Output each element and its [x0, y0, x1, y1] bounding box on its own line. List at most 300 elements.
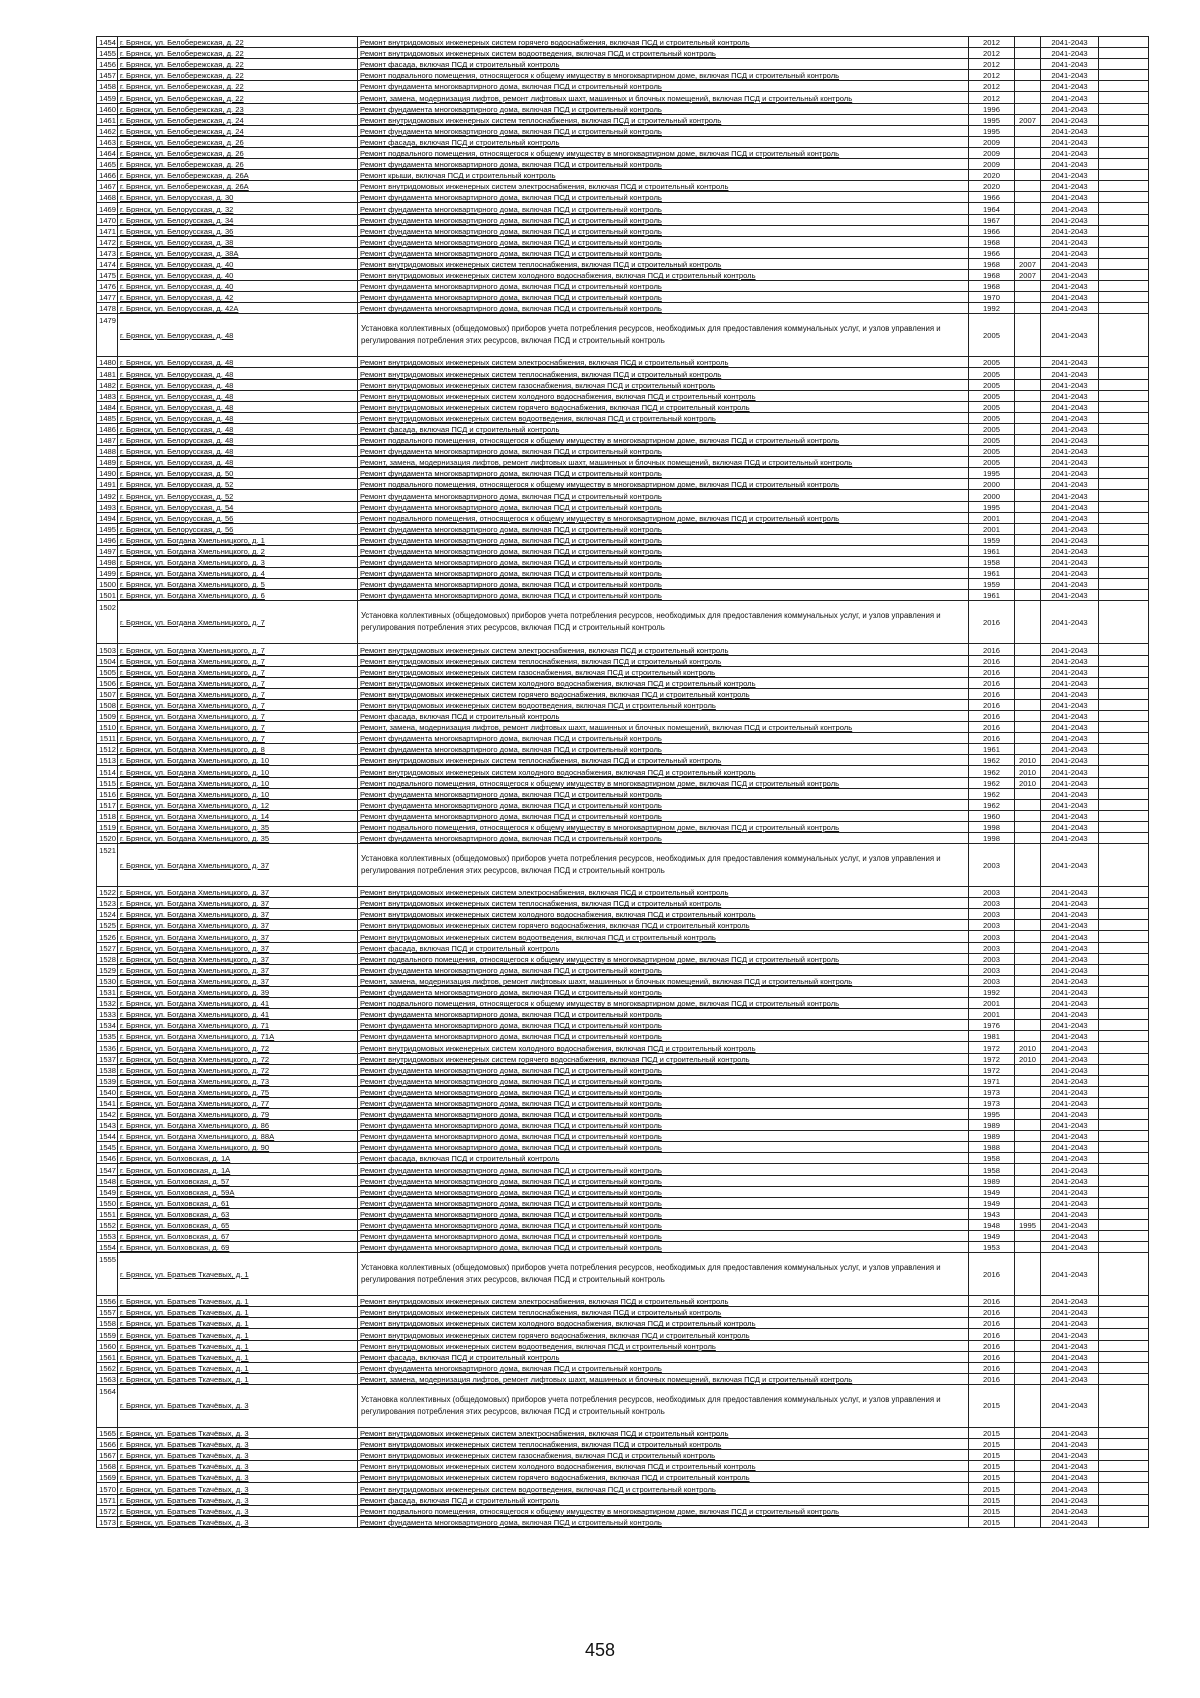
- planned-period-cell: 2041-2043: [1041, 601, 1099, 644]
- renovation-year-cell: [1015, 70, 1041, 81]
- work-type-cell: Ремонт внутридомовых инженерных систем холодного водоснабжения, включая ПСД и строительный контроль: [358, 766, 969, 777]
- work-type-cell: Ремонт внутридомовых инженерных систем электроснабжения, включая ПСД и строительный контроль: [358, 1427, 969, 1438]
- work-type-cell: Ремонт фундамента многоквартирного дома, включая ПСД и строительный контроль: [358, 192, 969, 203]
- table-row: [97, 699, 1149, 710]
- address-cell: г. Брянск, ул. Богдана Хмельницкого, д. 37: [118, 953, 358, 964]
- address-cell: г. Брянск, ул. Белорусская, д. 30: [118, 192, 358, 203]
- work-type-cell: Ремонт фундамента многоквартирного дома, включая ПСД и строительный контроль: [358, 1108, 969, 1119]
- table-row: [97, 545, 1149, 556]
- year-cell: 1968: [969, 258, 1015, 269]
- page-number: 458: [584, 1640, 616, 1660]
- address-cell: г. Брянск, ул. Белорусская, д. 32: [118, 203, 358, 214]
- year-cell: 2009: [969, 136, 1015, 147]
- address-cell: г. Брянск, ул. Белобережская, д. 22: [118, 59, 358, 70]
- address-cell: г. Брянск, ул. Братьев Ткачёвых, д. 3: [118, 1516, 358, 1527]
- table-row: [97, 435, 1149, 446]
- row-number: 1478: [97, 303, 118, 314]
- work-type-cell: Ремонт фасада, включая ПСД и строительный контроль: [358, 1494, 969, 1505]
- year-cell: 2003: [969, 909, 1015, 920]
- planned-period-cell: 2041-2043: [1041, 1461, 1099, 1472]
- work-type-cell: Ремонт внутридомовых инженерных систем электроснабжения, включая ПСД и строительный контроль: [358, 644, 969, 655]
- table-row: [97, 1064, 1149, 1075]
- year-cell: 2005: [969, 357, 1015, 368]
- work-type-cell: Ремонт фундамента многоквартирного дома, включая ПСД и строительный контроль: [358, 1231, 969, 1242]
- table-row: [97, 1053, 1149, 1064]
- year-cell: 1973: [969, 1086, 1015, 1097]
- row-number: 1527: [97, 942, 118, 953]
- address-cell: г. Брянск, ул. Братьев Ткачёвых, д. 3: [118, 1461, 358, 1472]
- table-row: [97, 909, 1149, 920]
- renovation-year-cell: [1015, 1208, 1041, 1219]
- table-row: [97, 1384, 1149, 1427]
- address-cell: г. Брянск, ул. Богдана Хмельницкого, д. 71А: [118, 1031, 358, 1042]
- table-row: [97, 1450, 1149, 1461]
- renovation-year-cell: 2010: [1015, 755, 1041, 766]
- table-row: [97, 1197, 1149, 1208]
- row-number: 1454: [97, 37, 118, 48]
- repair-program-table: [96, 36, 1149, 1528]
- address-cell: г. Брянск, ул. Богдана Хмельницкого, д. 7: [118, 601, 358, 644]
- row-number: 1526: [97, 931, 118, 942]
- table-row: [97, 942, 1149, 953]
- table-row: [97, 1242, 1149, 1253]
- planned-period-cell: 2041-2043: [1041, 1020, 1099, 1031]
- work-type-cell: Ремонт внутридомовых инженерных систем газоснабжения, включая ПСД и строительный контроль: [358, 1450, 969, 1461]
- table-row: [97, 1153, 1149, 1164]
- renovation-year-cell: 1995: [1015, 1219, 1041, 1230]
- renovation-year-cell: [1015, 1108, 1041, 1119]
- empty-cell: [1099, 677, 1149, 688]
- empty-cell: [1099, 688, 1149, 699]
- renovation-year-cell: [1015, 192, 1041, 203]
- work-type-cell: Ремонт фасада, включая ПСД и строительный контроль: [358, 136, 969, 147]
- renovation-year-cell: [1015, 710, 1041, 721]
- planned-period-cell: 2041-2043: [1041, 281, 1099, 292]
- row-number: 1473: [97, 247, 118, 258]
- table-row: [97, 81, 1149, 92]
- work-type-cell: Установка коллективных (общедомовых) приборов учета потребления ресурсов, необходимых для предоставления коммунальных услуг, и узлов управления и регулирования потребления этих ресурсов, включая ПСД и строительный контроль: [358, 314, 969, 357]
- work-type-cell: Ремонт внутридомовых инженерных систем теплоснабжения, включая ПСД и строительный контроль: [358, 258, 969, 269]
- renovation-year-cell: [1015, 722, 1041, 733]
- work-type-cell: Ремонт внутридомовых инженерных систем электроснабжения, включая ПСД и строительный контроль: [358, 887, 969, 898]
- table-row: [97, 1505, 1149, 1516]
- row-number: 1520: [97, 833, 118, 844]
- empty-cell: [1099, 247, 1149, 258]
- table-row: [97, 247, 1149, 258]
- planned-period-cell: 2041-2043: [1041, 644, 1099, 655]
- row-number: 1531: [97, 986, 118, 997]
- planned-period-cell: 2041-2043: [1041, 1439, 1099, 1450]
- renovation-year-cell: 2007: [1015, 258, 1041, 269]
- planned-period-cell: 2041-2043: [1041, 766, 1099, 777]
- planned-period-cell: 2041-2043: [1041, 457, 1099, 468]
- address-cell: г. Брянск, ул. Богдана Хмельницкого, д. 3: [118, 557, 358, 568]
- address-cell: г. Брянск, ул. Белорусская, д. 56: [118, 512, 358, 523]
- row-number: 1510: [97, 722, 118, 733]
- row-number: 1536: [97, 1042, 118, 1053]
- address-cell: г. Брянск, ул. Болховская, д. 63: [118, 1208, 358, 1219]
- renovation-year-cell: [1015, 920, 1041, 931]
- address-cell: г. Брянск, ул. Братьев Ткачевых, д. 1: [118, 1329, 358, 1340]
- year-cell: 1998: [969, 821, 1015, 832]
- empty-cell: [1099, 390, 1149, 401]
- planned-period-cell: 2041-2043: [1041, 258, 1099, 269]
- year-cell: 1996: [969, 103, 1015, 114]
- renovation-year-cell: [1015, 479, 1041, 490]
- empty-cell: [1099, 998, 1149, 1009]
- empty-cell: [1099, 1020, 1149, 1031]
- empty-cell: [1099, 523, 1149, 534]
- year-cell: 1968: [969, 236, 1015, 247]
- table-row: [97, 1439, 1149, 1450]
- work-type-cell: Ремонт внутридомовых инженерных систем теплоснабжения, включая ПСД и строительный контроль: [358, 1307, 969, 1318]
- row-number: 1554: [97, 1242, 118, 1253]
- row-number: 1565: [97, 1427, 118, 1438]
- empty-cell: [1099, 953, 1149, 964]
- year-cell: 1972: [969, 1053, 1015, 1064]
- table-row: [97, 677, 1149, 688]
- work-type-cell: Ремонт фундамента многоквартирного дома, включая ПСД и строительный контроль: [358, 468, 969, 479]
- table-row: [97, 401, 1149, 412]
- planned-period-cell: 2041-2043: [1041, 1053, 1099, 1064]
- address-cell: г. Брянск, ул. Богдана Хмельницкого, д. 88А: [118, 1131, 358, 1142]
- year-cell: 1958: [969, 557, 1015, 568]
- renovation-year-cell: [1015, 887, 1041, 898]
- planned-period-cell: 2041-2043: [1041, 1427, 1099, 1438]
- address-cell: г. Брянск, ул. Богдана Хмельницкого, д. 1: [118, 534, 358, 545]
- planned-period-cell: 2041-2043: [1041, 755, 1099, 766]
- table-row: [97, 225, 1149, 236]
- work-type-cell: Ремонт внутридомовых инженерных систем газоснабжения, включая ПСД и строительный контроль: [358, 666, 969, 677]
- renovation-year-cell: 2010: [1015, 766, 1041, 777]
- year-cell: 2001: [969, 1009, 1015, 1020]
- table-row: [97, 998, 1149, 1009]
- table-row: [97, 1494, 1149, 1505]
- planned-period-cell: 2041-2043: [1041, 909, 1099, 920]
- planned-period-cell: 2041-2043: [1041, 887, 1099, 898]
- year-cell: 2005: [969, 423, 1015, 434]
- planned-period-cell: 2041-2043: [1041, 170, 1099, 181]
- renovation-year-cell: [1015, 214, 1041, 225]
- planned-period-cell: 2041-2043: [1041, 37, 1099, 48]
- renovation-year-cell: [1015, 799, 1041, 810]
- work-type-cell: Ремонт внутридомовых инженерных систем электроснабжения, включая ПСД и строительный контроль: [358, 1296, 969, 1307]
- planned-period-cell: 2041-2043: [1041, 1505, 1099, 1516]
- row-number: 1501: [97, 590, 118, 601]
- renovation-year-cell: [1015, 579, 1041, 590]
- address-cell: г. Брянск, ул. Белорусская, д. 42: [118, 292, 358, 303]
- renovation-year-cell: [1015, 435, 1041, 446]
- address-cell: г. Брянск, ул. Богдана Хмельницкого, д. 35: [118, 833, 358, 844]
- empty-cell: [1099, 1351, 1149, 1362]
- year-cell: 2000: [969, 490, 1015, 501]
- planned-period-cell: 2041-2043: [1041, 512, 1099, 523]
- table-row: [97, 601, 1149, 644]
- row-number: 1547: [97, 1164, 118, 1175]
- address-cell: г. Брянск, ул. Братьев Ткачёвых, д. 3: [118, 1472, 358, 1483]
- empty-cell: [1099, 722, 1149, 733]
- renovation-year-cell: [1015, 357, 1041, 368]
- row-number: 1516: [97, 788, 118, 799]
- empty-cell: [1099, 744, 1149, 755]
- empty-cell: [1099, 1064, 1149, 1075]
- planned-period-cell: 2041-2043: [1041, 236, 1099, 247]
- renovation-year-cell: [1015, 844, 1041, 887]
- year-cell: 1943: [969, 1208, 1015, 1219]
- planned-period-cell: 2041-2043: [1041, 799, 1099, 810]
- planned-period-cell: 2041-2043: [1041, 1031, 1099, 1042]
- empty-cell: [1099, 303, 1149, 314]
- empty-cell: [1099, 810, 1149, 821]
- renovation-year-cell: [1015, 833, 1041, 844]
- work-type-cell: Ремонт фундамента многоквартирного дома, включая ПСД и строительный контроль: [358, 1362, 969, 1373]
- empty-cell: [1099, 446, 1149, 457]
- year-cell: 1958: [969, 1153, 1015, 1164]
- year-cell: 1995: [969, 468, 1015, 479]
- table-row: [97, 490, 1149, 501]
- empty-cell: [1099, 48, 1149, 59]
- address-cell: г. Брянск, ул. Богдана Хмельницкого, д. 10: [118, 788, 358, 799]
- planned-period-cell: 2041-2043: [1041, 1120, 1099, 1131]
- work-type-cell: Ремонт фундамента многоквартирного дома, включая ПСД и строительный контроль: [358, 744, 969, 755]
- year-cell: 2005: [969, 390, 1015, 401]
- planned-period-cell: 2041-2043: [1041, 833, 1099, 844]
- row-number: 1480: [97, 357, 118, 368]
- empty-cell: [1099, 777, 1149, 788]
- renovation-year-cell: [1015, 810, 1041, 821]
- planned-period-cell: 2041-2043: [1041, 1494, 1099, 1505]
- work-type-cell: Ремонт фундамента многоквартирного дома, включая ПСД и строительный контроль: [358, 203, 969, 214]
- renovation-year-cell: [1015, 1075, 1041, 1086]
- year-cell: 2005: [969, 435, 1015, 446]
- renovation-year-cell: [1015, 203, 1041, 214]
- row-number: 1569: [97, 1472, 118, 1483]
- row-number: 1555: [97, 1253, 118, 1296]
- address-cell: г. Брянск, ул. Богдана Хмельницкого, д. 37: [118, 975, 358, 986]
- address-cell: г. Брянск, ул. Братьев Ткачёвых, д. 3: [118, 1384, 358, 1427]
- renovation-year-cell: [1015, 423, 1041, 434]
- table-row: [97, 788, 1149, 799]
- work-type-cell: Ремонт фундамента многоквартирного дома, включая ПСД и строительный контроль: [358, 236, 969, 247]
- renovation-year-cell: [1015, 1131, 1041, 1142]
- renovation-year-cell: [1015, 953, 1041, 964]
- address-cell: г. Брянск, ул. Богдана Хмельницкого, д. 7: [118, 733, 358, 744]
- work-type-cell: Ремонт внутридомовых инженерных систем водоотведения, включая ПСД и строительный контроль: [358, 931, 969, 942]
- work-type-cell: Ремонт внутридомовых инженерных систем теплоснабжения, включая ПСД и строительный контроль: [358, 755, 969, 766]
- work-type-cell: Ремонт, замена, модернизация лифтов, ремонт лифтовых шахт, машинных и блочных помещений, включая ПСД и строительный контроль: [358, 722, 969, 733]
- empty-cell: [1099, 70, 1149, 81]
- table-row: [97, 1362, 1149, 1373]
- planned-period-cell: 2041-2043: [1041, 590, 1099, 601]
- year-cell: 2016: [969, 699, 1015, 710]
- row-number: 1553: [97, 1231, 118, 1242]
- renovation-year-cell: [1015, 468, 1041, 479]
- table-row: [97, 1097, 1149, 1108]
- year-cell: 1968: [969, 269, 1015, 280]
- row-number: 1550: [97, 1197, 118, 1208]
- work-type-cell: Ремонт фундамента многоквартирного дома, включая ПСД и строительный контроль: [358, 810, 969, 821]
- row-number: 1474: [97, 258, 118, 269]
- row-number: 1503: [97, 644, 118, 655]
- table-row: [97, 810, 1149, 821]
- year-cell: 2015: [969, 1427, 1015, 1438]
- row-number: 1533: [97, 1009, 118, 1020]
- planned-period-cell: 2041-2043: [1041, 247, 1099, 258]
- address-cell: г. Брянск, ул. Болховская, д. 57: [118, 1175, 358, 1186]
- work-type-cell: Ремонт фундамента многоквартирного дома, включая ПСД и строительный контроль: [358, 1031, 969, 1042]
- renovation-year-cell: [1015, 490, 1041, 501]
- year-cell: 2016: [969, 644, 1015, 655]
- planned-period-cell: 2041-2043: [1041, 412, 1099, 423]
- empty-cell: [1099, 887, 1149, 898]
- address-cell: г. Брянск, ул. Белорусская, д. 54: [118, 501, 358, 512]
- renovation-year-cell: [1015, 1439, 1041, 1450]
- table-row: [97, 314, 1149, 357]
- empty-cell: [1099, 1175, 1149, 1186]
- year-cell: 1995: [969, 114, 1015, 125]
- table-row: [97, 1231, 1149, 1242]
- work-type-cell: Ремонт подвального помещения, относящегося к общему имуществу в многоквартирном доме, включая ПСД и строительный контроль: [358, 512, 969, 523]
- empty-cell: [1099, 557, 1149, 568]
- empty-cell: [1099, 1153, 1149, 1164]
- work-type-cell: Ремонт фундамента многоквартирного дома, включая ПСД и строительный контроль: [358, 1131, 969, 1142]
- row-number: 1475: [97, 269, 118, 280]
- address-cell: г. Брянск, ул. Богдана Хмельницкого, д. 72: [118, 1042, 358, 1053]
- work-type-cell: Ремонт фундамента многоквартирного дома, включая ПСД и строительный контроль: [358, 1219, 969, 1230]
- address-cell: г. Брянск, ул. Белобережская, д. 24: [118, 114, 358, 125]
- table-row: [97, 590, 1149, 601]
- table-row: [97, 303, 1149, 314]
- planned-period-cell: 2041-2043: [1041, 998, 1099, 1009]
- address-cell: г. Брянск, ул. Братьев Ткачёвых, д. 3: [118, 1439, 358, 1450]
- row-number: 1466: [97, 170, 118, 181]
- row-number: 1491: [97, 479, 118, 490]
- table-row: [97, 1461, 1149, 1472]
- year-cell: 2001: [969, 998, 1015, 1009]
- planned-period-cell: 2041-2043: [1041, 953, 1099, 964]
- empty-cell: [1099, 114, 1149, 125]
- renovation-year-cell: [1015, 1362, 1041, 1373]
- work-type-cell: Ремонт, замена, модернизация лифтов, ремонт лифтовых шахт, машинных и блочных помещений, включая ПСД и строительный контроль: [358, 1373, 969, 1384]
- address-cell: г. Брянск, ул. Белобережская, д. 22: [118, 70, 358, 81]
- address-cell: г. Брянск, ул. Болховская, д. 61: [118, 1197, 358, 1208]
- empty-cell: [1099, 755, 1149, 766]
- planned-period-cell: 2041-2043: [1041, 59, 1099, 70]
- year-cell: 2012: [969, 81, 1015, 92]
- row-number: 1523: [97, 898, 118, 909]
- empty-cell: [1099, 292, 1149, 303]
- renovation-year-cell: [1015, 699, 1041, 710]
- row-number: 1492: [97, 490, 118, 501]
- table-row: [97, 833, 1149, 844]
- year-cell: 2003: [969, 920, 1015, 931]
- renovation-year-cell: [1015, 314, 1041, 357]
- work-type-cell: Ремонт фундамента многоквартирного дома, включая ПСД и строительный контроль: [358, 1064, 969, 1075]
- table-row: [97, 1296, 1149, 1307]
- year-cell: 1995: [969, 501, 1015, 512]
- year-cell: 2020: [969, 181, 1015, 192]
- row-number: 1490: [97, 468, 118, 479]
- planned-period-cell: 2041-2043: [1041, 103, 1099, 114]
- work-type-cell: Ремонт фасада, включая ПСД и строительный контроль: [358, 59, 969, 70]
- work-type-cell: Ремонт фундамента многоквартирного дома, включая ПСД и строительный контроль: [358, 545, 969, 556]
- renovation-year-cell: [1015, 1064, 1041, 1075]
- address-cell: г. Брянск, ул. Богдана Хмельницкого, д. 10: [118, 755, 358, 766]
- work-type-cell: Ремонт подвального помещения, относящегося к общему имуществу в многоквартирном доме, включая ПСД и строительный контроль: [358, 435, 969, 446]
- row-number: 1568: [97, 1461, 118, 1472]
- planned-period-cell: 2041-2043: [1041, 710, 1099, 721]
- work-type-cell: Ремонт подвального помещения, относящегося к общему имуществу в многоквартирном доме, включая ПСД и строительный контроль: [358, 998, 969, 1009]
- renovation-year-cell: [1015, 390, 1041, 401]
- renovation-year-cell: [1015, 557, 1041, 568]
- empty-cell: [1099, 457, 1149, 468]
- row-number: 1518: [97, 810, 118, 821]
- renovation-year-cell: [1015, 568, 1041, 579]
- address-cell: г. Брянск, ул. Белобережская, д. 22: [118, 48, 358, 59]
- year-cell: 2015: [969, 1494, 1015, 1505]
- row-number: 1489: [97, 457, 118, 468]
- work-type-cell: Установка коллективных (общедомовых) приборов учета потребления ресурсов, необходимых для предоставления коммунальных услуг, и узлов управления и регулирования потребления этих ресурсов, включая ПСД и строительный контроль: [358, 1253, 969, 1296]
- work-type-cell: Ремонт фундамента многоквартирного дома, включая ПСД и строительный контроль: [358, 557, 969, 568]
- address-cell: г. Брянск, ул. Белорусская, д. 48: [118, 357, 358, 368]
- renovation-year-cell: [1015, 590, 1041, 601]
- table-row: [97, 37, 1149, 48]
- empty-cell: [1099, 1208, 1149, 1219]
- address-cell: г. Брянск, ул. Белобережская, д. 22: [118, 37, 358, 48]
- work-type-cell: Установка коллективных (общедомовых) приборов учета потребления ресурсов, необходимых для предоставления коммунальных услуг, и узлов управления и регулирования потребления этих ресурсов, включая ПСД и строительный контроль: [358, 601, 969, 644]
- planned-period-cell: 2041-2043: [1041, 1108, 1099, 1119]
- renovation-year-cell: [1015, 1197, 1041, 1208]
- row-number: 1545: [97, 1142, 118, 1153]
- empty-cell: [1099, 1494, 1149, 1505]
- year-cell: 2015: [969, 1472, 1015, 1483]
- work-type-cell: Ремонт фундамента многоквартирного дома, включая ПСД и строительный контроль: [358, 446, 969, 457]
- empty-cell: [1099, 821, 1149, 832]
- year-cell: 2012: [969, 37, 1015, 48]
- planned-period-cell: 2041-2043: [1041, 1362, 1099, 1373]
- table-row: [97, 1164, 1149, 1175]
- address-cell: г. Брянск, ул. Богдана Хмельницкого, д. 41: [118, 1009, 358, 1020]
- table-row: [97, 114, 1149, 125]
- planned-period-cell: 2041-2043: [1041, 788, 1099, 799]
- year-cell: 1981: [969, 1031, 1015, 1042]
- empty-cell: [1099, 501, 1149, 512]
- renovation-year-cell: [1015, 401, 1041, 412]
- work-type-cell: Ремонт внутридомовых инженерных систем холодного водоснабжения, включая ПСД и строительный контроль: [358, 1042, 969, 1053]
- table-row: [97, 1307, 1149, 1318]
- empty-cell: [1099, 1086, 1149, 1097]
- row-number: 1458: [97, 81, 118, 92]
- table-row: [97, 986, 1149, 997]
- empty-cell: [1099, 909, 1149, 920]
- year-cell: 2012: [969, 92, 1015, 103]
- year-cell: 1962: [969, 755, 1015, 766]
- year-cell: 2016: [969, 1307, 1015, 1318]
- year-cell: 1989: [969, 1131, 1015, 1142]
- planned-period-cell: 2041-2043: [1041, 931, 1099, 942]
- planned-period-cell: 2041-2043: [1041, 479, 1099, 490]
- address-cell: г. Брянск, ул. Богдана Хмельницкого, д. 41: [118, 998, 358, 1009]
- address-cell: г. Брянск, ул. Богдана Хмельницкого, д. 75: [118, 1086, 358, 1097]
- renovation-year-cell: [1015, 788, 1041, 799]
- planned-period-cell: 2041-2043: [1041, 1307, 1099, 1318]
- year-cell: 2003: [969, 964, 1015, 975]
- work-type-cell: Ремонт внутридомовых инженерных систем теплоснабжения, включая ПСД и строительный контроль: [358, 368, 969, 379]
- table-row: [97, 125, 1149, 136]
- empty-cell: [1099, 258, 1149, 269]
- row-number: 1504: [97, 655, 118, 666]
- empty-cell: [1099, 1373, 1149, 1384]
